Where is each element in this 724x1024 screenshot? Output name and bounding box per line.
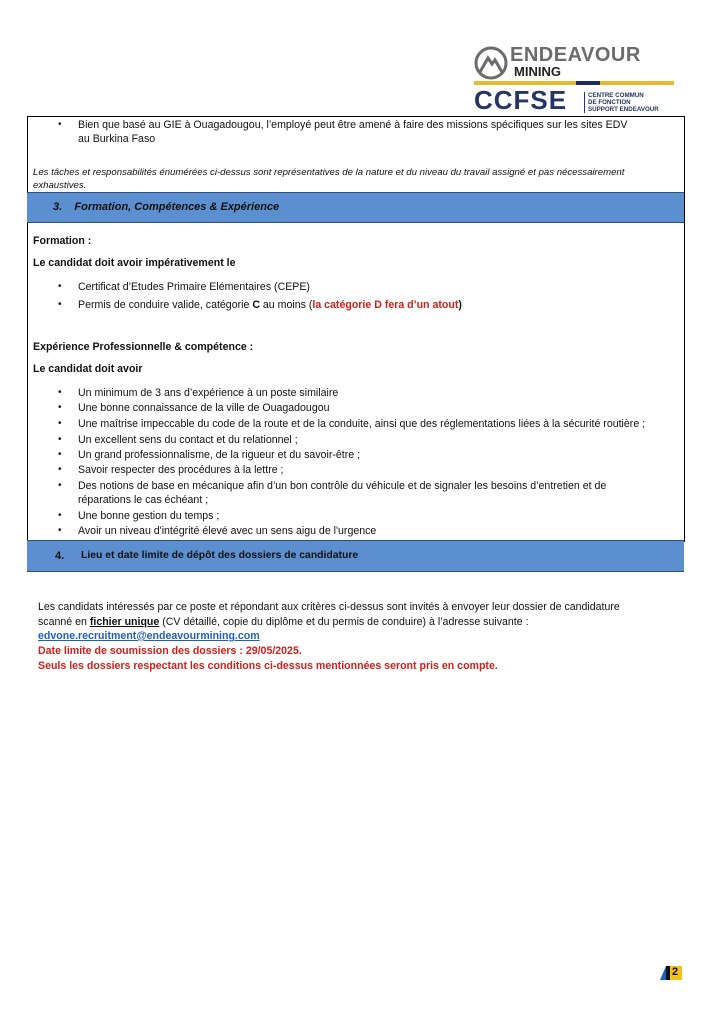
application-line2-prefix: scanné en — [38, 616, 90, 628]
experience-heading: Expérience Professionnelle & compétence : — [33, 341, 254, 353]
bullet-icon: • — [58, 525, 62, 536]
section3-title: 3. Formation, Compétences & Expérience — [53, 201, 280, 213]
formation-item-permis — [78, 299, 462, 312]
ccfse-sub-line: CENTRE COMMUN — [588, 92, 644, 99]
bullet-icon: • — [58, 387, 62, 398]
disclaimer-line1: Les tâches et responsabilités énumérées ci-dessus sont représentatives de la nature et du niveau du travail assigné et pas nécessairement — [33, 167, 625, 178]
permis-middle: au moins ( — [259, 299, 313, 311]
formation-heading: Formation : — [33, 235, 92, 247]
experience-item: Un minimum de 3 ans d’expérience à un poste similaire — [78, 387, 339, 399]
bullet-icon: • — [58, 510, 62, 521]
permis-prefix: Permis de conduire valide, catégorie — [78, 299, 253, 311]
section3-header — [27, 192, 684, 223]
bullet-icon: • — [58, 281, 62, 292]
brand-bar-accent — [576, 81, 600, 85]
ccfse-sub-line: SUPPORT ENDEAVOUR — [588, 106, 659, 113]
brand-name: ENDEAVOUR — [510, 44, 641, 66]
experience-item: Un excellent sens du contact et du relationnel ; — [78, 434, 298, 446]
company-logo — [474, 44, 674, 116]
brand-subname: MINING — [514, 64, 561, 79]
bullet-icon: • — [58, 449, 62, 460]
experience-item: Une bonne connaissance de la ville de Ouagadougou — [78, 402, 330, 414]
formation-intro: Le candidat doit avoir impérativement le — [33, 257, 236, 269]
email-link[interactable]: edvone.recruitment@endeavourmining.com — [38, 630, 260, 642]
permis-category: C — [252, 299, 260, 311]
intro-bullet-line1: Bien que basé au GIE à Ouagadougou, l’employé peut être amené à faire des missions spécifiques sur les sites EDV — [78, 119, 628, 131]
bullet-icon: • — [58, 480, 62, 491]
single-file-text: fichier unique — [89, 616, 160, 628]
experience-item: Un grand professionnalisme, de la rigueur et du savoir-être ; — [78, 449, 361, 461]
endeavour-mountain-icon — [474, 46, 508, 80]
experience-item: Avoir un niveau d'intégrité élevé avec un sens aigu de l'urgence — [78, 525, 377, 537]
permis-suffix: ) — [458, 299, 462, 311]
experience-intro: Le candidat doit avoir — [33, 363, 143, 375]
application-line1: Les candidats intéressés par ce poste et répondant aux critères ci-dessus sont invités à envoyer leur dossier de candidature — [38, 601, 620, 613]
content-table — [27, 116, 685, 542]
page-number: 2 — [672, 966, 679, 978]
bullet-icon: • — [58, 119, 62, 130]
section4-number: 4. — [55, 550, 65, 562]
ccfse-logo-text: CCFSE — [474, 85, 568, 115]
section4-title: Lieu et date limite de dépôt des dossiers de candidature — [81, 550, 359, 561]
page-number-badge — [660, 966, 682, 980]
bullet-icon: • — [58, 299, 62, 310]
disclaimer-line2: exhaustives. — [33, 180, 87, 191]
bullet-icon: • — [58, 464, 62, 475]
section4-header — [27, 540, 684, 572]
bullet-icon: • — [58, 418, 62, 429]
deadline-text: Date limite de soumission des dossiers : 29/05/2025. — [38, 645, 302, 657]
bullet-icon: • — [58, 434, 62, 445]
experience-item-continued: réparations le cas échéant ; — [78, 494, 209, 506]
experience-item: Savoir respecter des procédures à la lettre ; — [78, 464, 284, 476]
bullet-icon: • — [58, 402, 62, 413]
application-line2 — [38, 616, 529, 629]
intro-bullet-line2: au Burkina Faso — [78, 133, 156, 145]
experience-item: Une maîtrise impeccable du code de la route et de la conduite, ainsi que des réglementations liées à la sécurité routière ; — [78, 418, 646, 430]
experience-item: Des notions de base en mécanique afin d’un bon contrôle du véhicule et de signaler les besoins d’entretien et de — [78, 480, 607, 492]
conditions-note: Seuls les dossiers respectant les conditions ci-dessus mentionnées seront pris en compte. — [38, 660, 498, 672]
application-line2-suffix: (CV détaillé, copie du diplôme et du permis de conduire) à l’adresse suivante : — [159, 616, 529, 628]
page-marker-icon — [660, 966, 682, 980]
formation-item: Certificat d’Etudes Primaire Elémentaires (CEPE) — [78, 281, 310, 293]
ccfse-subtitle — [584, 92, 659, 113]
ccfse-sub-line: DE FONCTION — [588, 99, 631, 106]
permis-bonus: la catégorie D fera d’un atout — [312, 299, 459, 311]
experience-item: Une bonne gestion du temps ; — [78, 510, 220, 522]
